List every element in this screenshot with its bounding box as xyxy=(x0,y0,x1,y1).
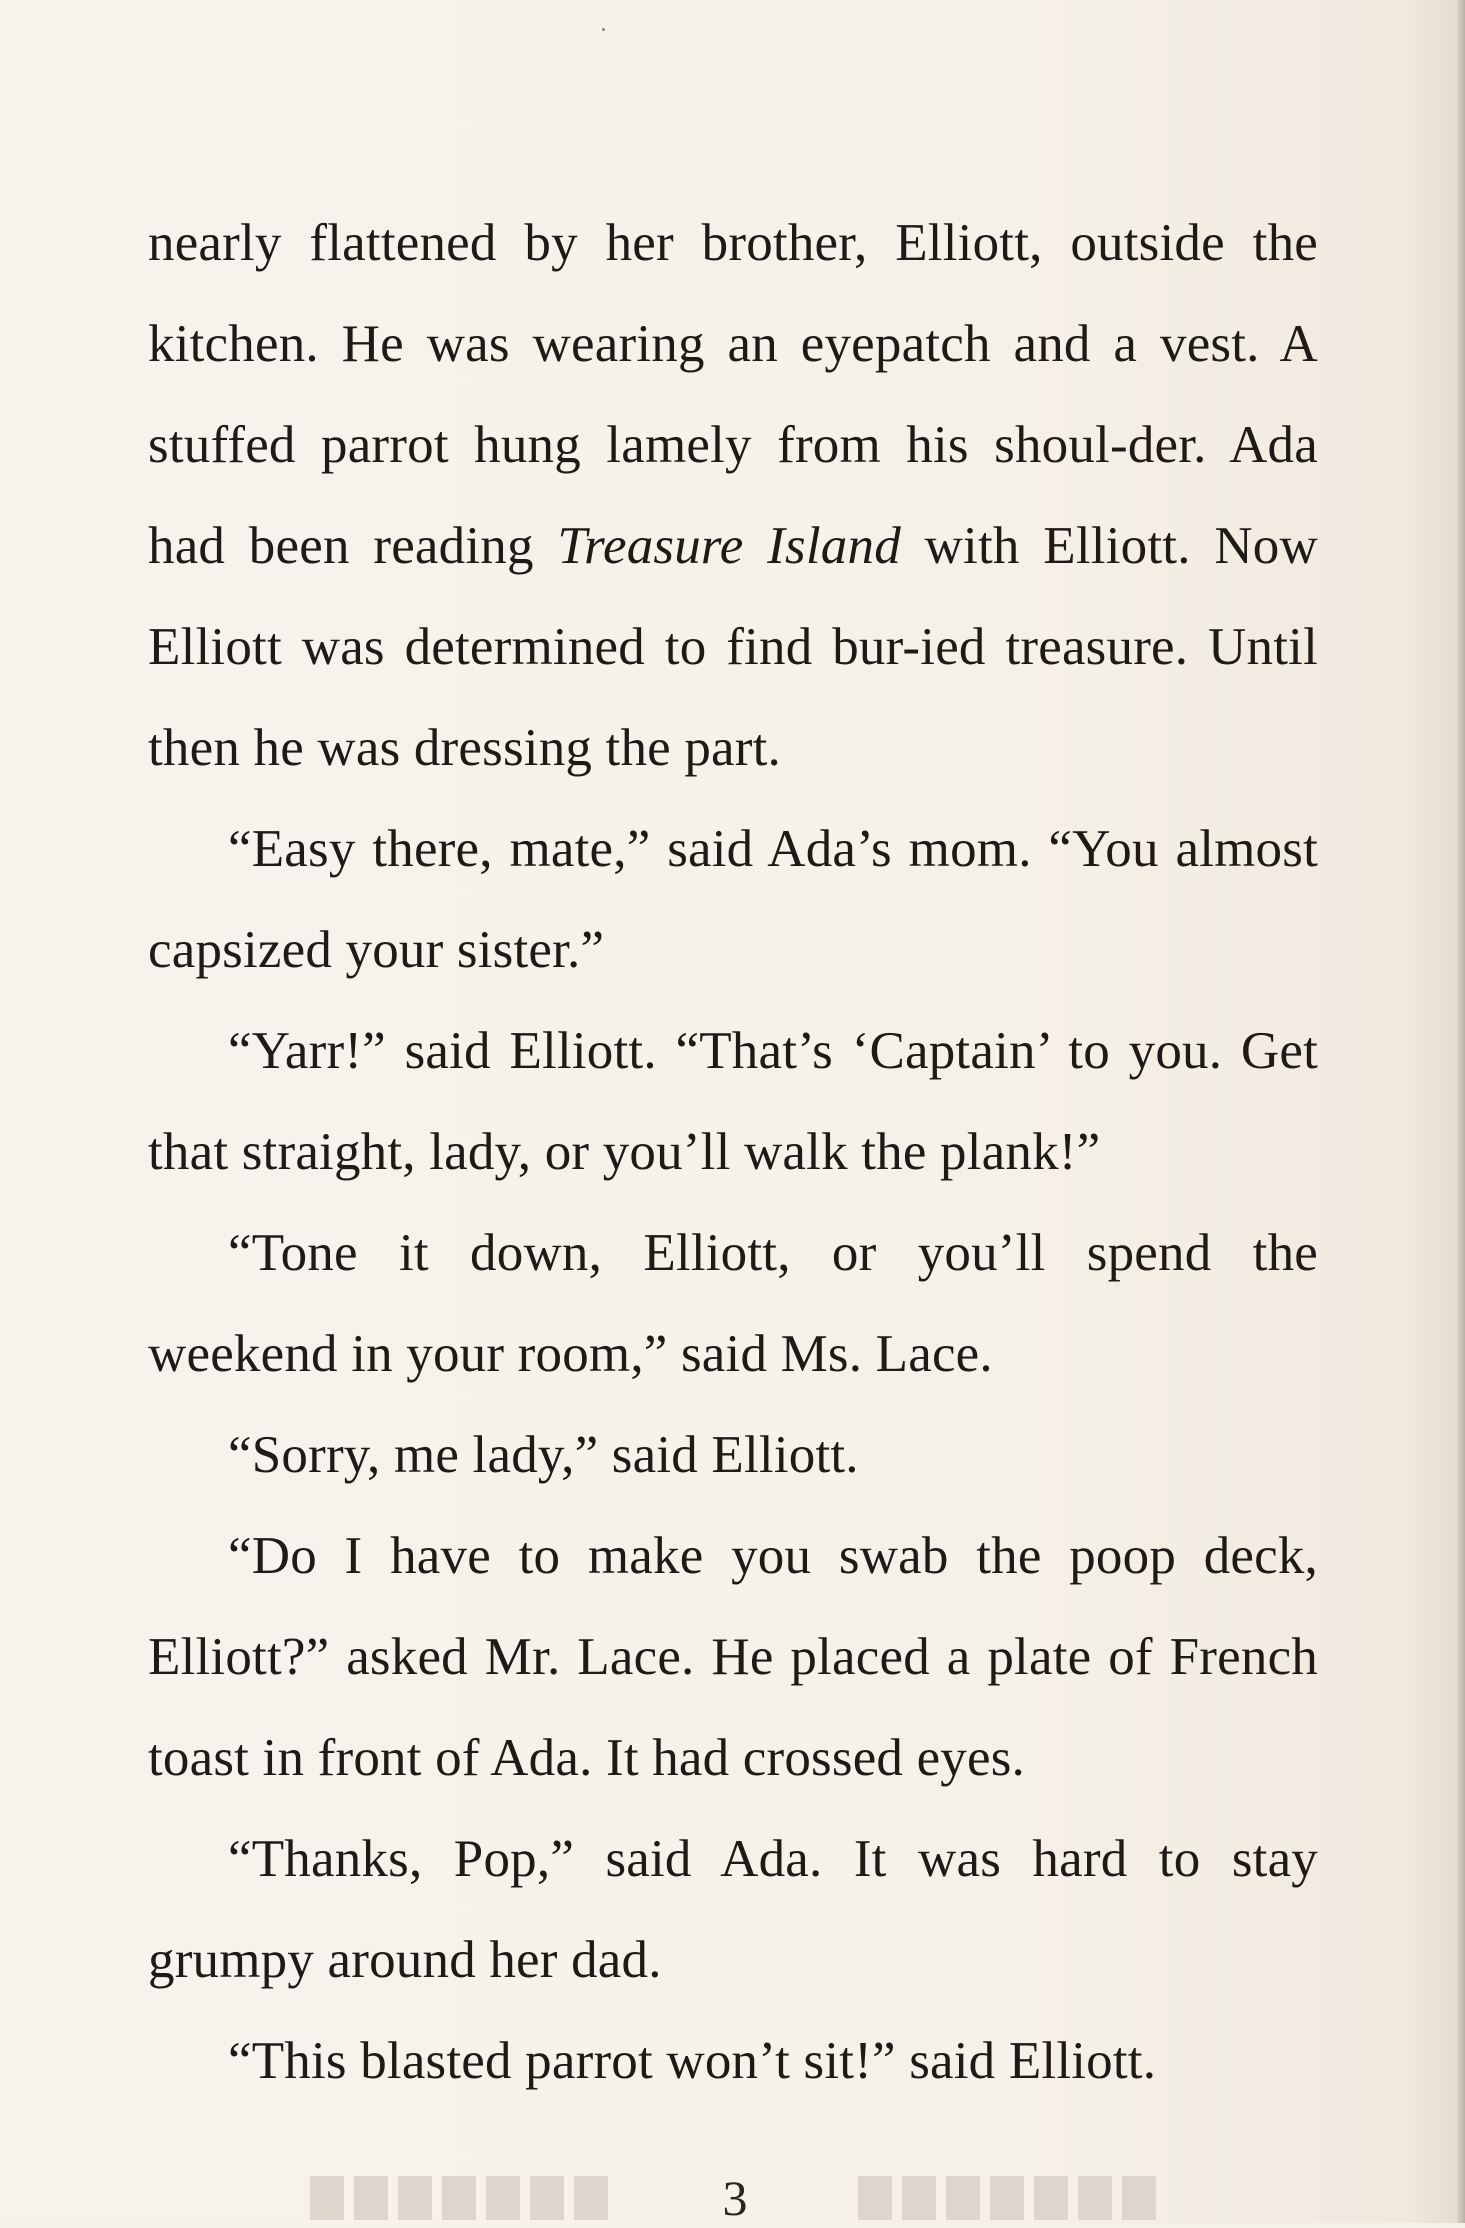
paragraph-7: “Thanks, Pop,” said Ada. It was hard to stay grumpy around her dad. xyxy=(148,1830,1318,1989)
ornament-block xyxy=(858,2176,892,2220)
ornament-block xyxy=(442,2176,476,2220)
footer-ornament-right xyxy=(858,2176,1156,2220)
paragraph-1 xyxy=(148,193,1318,799)
page-number: 3 xyxy=(722,2170,748,2226)
ornament-block xyxy=(1122,2176,1156,2220)
footer-ornament-left xyxy=(310,2176,608,2220)
paragraph-8: “This blasted parrot won’t sit!” said Elliott. xyxy=(228,2032,1157,2090)
ornament-block xyxy=(574,2176,608,2220)
ornament-block xyxy=(486,2176,520,2220)
ornament-block xyxy=(530,2176,564,2220)
paragraph-2: “Easy there, mate,” said Ada’s mom. “You almost capsized your sister.” xyxy=(148,820,1318,979)
ornament-block xyxy=(1078,2176,1112,2220)
paragraph-1-text-a: nearly flattened by her brother, Elliott, outside the kitchen. He was wearing an eyepatch and a vest. A stuffed parrot hung lamely from his shoul-der. Ada had been reading xyxy=(148,214,1318,575)
paragraph-1-text-b: with Elliott. Now Elliott was determined to find bur-ied treasure. Until then he was dressing the part. xyxy=(148,517,1318,777)
print-speck xyxy=(602,28,605,31)
ornament-block xyxy=(990,2176,1024,2220)
ornament-block xyxy=(354,2176,388,2220)
book-title-italic: Treasure Island xyxy=(557,517,901,575)
paragraph-3: “Yarr!” said Elliott. “That’s ‘Captain’ to you. Get that straight, lady, or you’ll walk the plank!” xyxy=(148,1022,1318,1181)
ornament-block xyxy=(1034,2176,1068,2220)
paragraph-5: “Sorry, me lady,” said Elliott. xyxy=(228,1426,859,1484)
ornament-block xyxy=(398,2176,432,2220)
page-footer xyxy=(0,2168,1465,2228)
ornament-block xyxy=(902,2176,936,2220)
paragraph-6: “Do I have to make you swab the poop deck, Elliott?” asked Mr. Lace. He placed a plate of French toast in front of Ada. It had crossed eyes. xyxy=(148,1527,1318,1787)
ornament-block xyxy=(946,2176,980,2220)
ornament-block xyxy=(310,2176,344,2220)
body-text xyxy=(148,193,1318,2112)
paragraph-4: “Tone it down, Elliott, or you’ll spend the weekend in your room,” said Ms. Lace. xyxy=(148,1224,1318,1383)
page-edge-shadow xyxy=(1457,0,1465,2223)
